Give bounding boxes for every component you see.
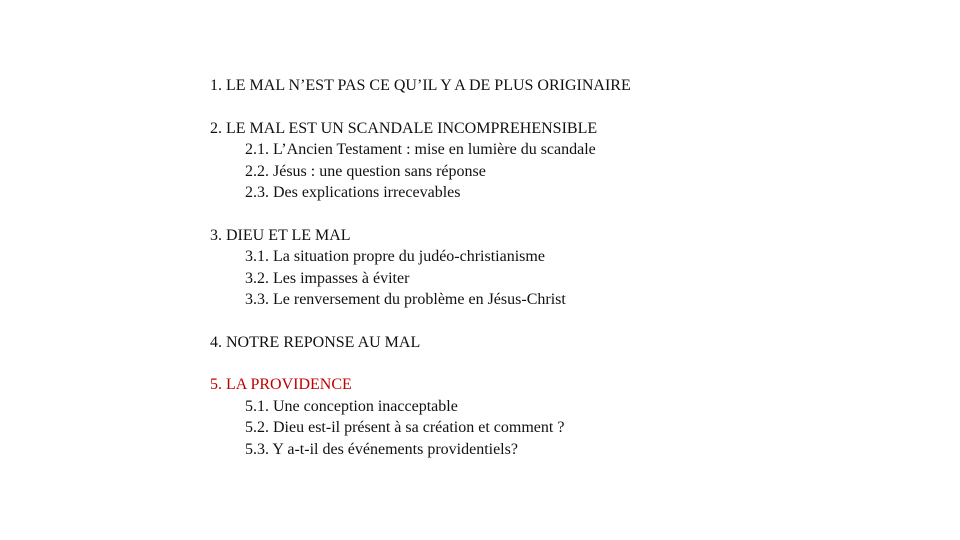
section-3 (210, 225, 930, 311)
section-heading-5-highlighted: 5. LA PROVIDENCE (210, 376, 352, 393)
outline (210, 75, 930, 481)
subitem-5-2: 5.2. Dieu est-il présent à sa création et comment ? (245, 419, 565, 436)
subitem-5-1: 5.1. Une conception inacceptable (245, 397, 458, 415)
section-heading-2: 2. LE MAL EST UN SCANDALE INCOMPREHENSIBLE (210, 119, 598, 137)
subitem-3-3: 3.3. Le renversement du problème en Jésus-Christ (245, 291, 566, 308)
section-heading-1: 1. LE MAL N’EST PAS CE QU’IL Y A DE PLUS ORIGINAIRE (210, 77, 631, 94)
subitem-5-3: 5.3. Y a-t-il des événements providentiels? (245, 440, 518, 458)
section-2 (210, 118, 930, 204)
section-heading-3: 3. DIEU ET LE MAL (210, 226, 351, 244)
section-4 (210, 332, 930, 354)
subitem-3-1: 3.1. La situation propre du judéo-christianisme (245, 248, 545, 265)
section-1 (210, 75, 930, 97)
subitem-3-2: 3.2. Les impasses à éviter (245, 269, 410, 287)
subitem-2-2: 2.2. Jésus : une question sans réponse (245, 162, 486, 180)
subitem-2-3: 2.3. Des explications irrecevables (245, 184, 461, 201)
section-heading-4: 4. NOTRE REPONSE AU MAL (210, 333, 421, 351)
section-5 (210, 374, 930, 460)
subitem-2-1: 2.1. L’Ancien Testament : mise en lumière du scandale (245, 141, 596, 158)
